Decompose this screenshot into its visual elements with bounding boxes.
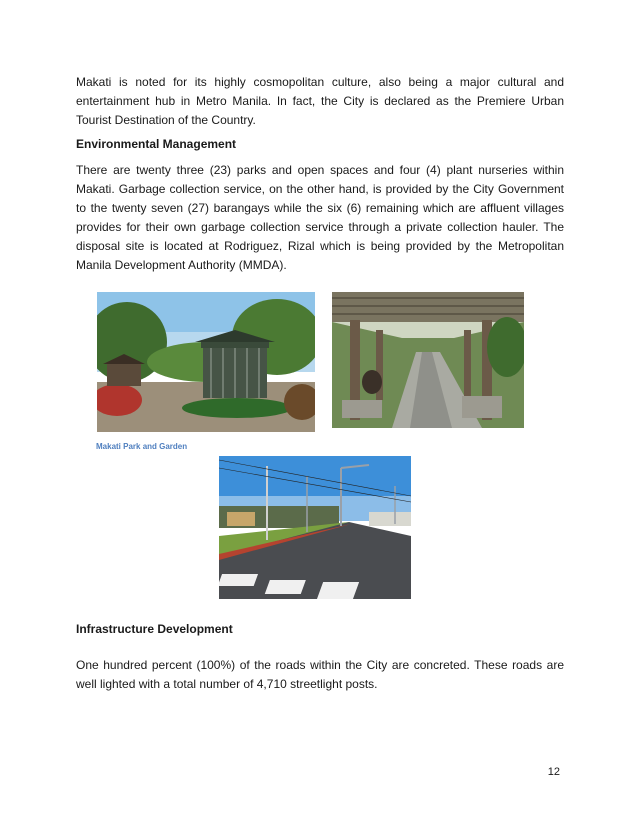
pergola-walkway-photo	[332, 292, 524, 428]
park-gazebo-photo	[97, 292, 315, 432]
infrastructure-paragraph: One hundred percent (100%) of the roads within the City are concreted. These roads are well lighted with a total number of 4,710 streetlight posts.	[76, 658, 564, 691]
figure-caption: Makati Park and Garden	[96, 442, 188, 451]
road-crosswalk-photo	[219, 456, 411, 599]
environment-paragraph: There are twenty three (23) parks and open spaces and four (4) plant nurseries within Makati. Garbage collection service, on the other hand, is provided by the City Government to the twenty seven (27) barangays while the six (6) remaining which are affluent villages provides for their own garbage collection service through a private collection hauler. The disposal site is located at Rodriguez, Rizal which is being provided by the Metropolitan Manila Development Authority (MMDA).	[76, 163, 564, 272]
infrastructure-development-heading: Infrastructure Development	[76, 622, 233, 636]
page-number: 12	[547, 766, 560, 778]
environmental-management-heading: Environmental Management	[76, 137, 237, 151]
intro-paragraph: Makati is noted for its highly cosmopolitan culture, also being a major cultural and entertainment hub in Metro Manila. In fact, the City is declared as the Premiere Urban Tourist Destination of the Country.	[76, 75, 564, 127]
